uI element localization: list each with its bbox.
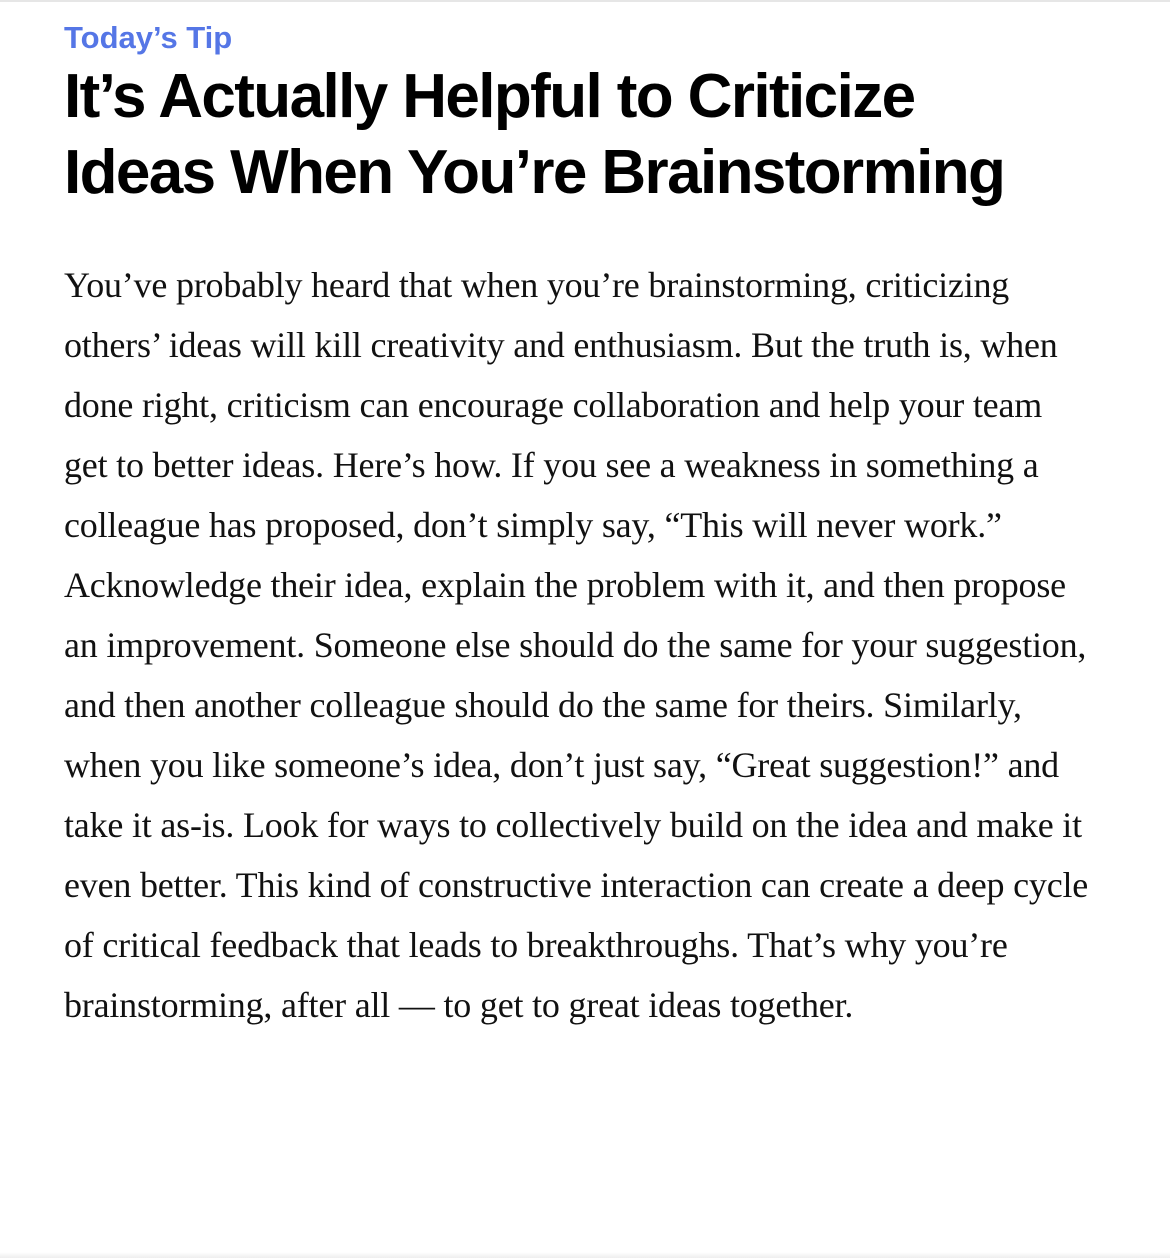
tip-eyebrow-label: Today’s Tip (64, 20, 233, 55)
bottom-divider (0, 1252, 1170, 1258)
tip-body: You’ve probably heard that when you’re brainstorming, criticizing others’ ideas will kill creativity and enthusiasm. But the truth is, when done right, criticism can encourage collaboration and help your team get to better ideas. Here’s how. If you see a weakness in something a colleague has proposed, don’t simply say, “This will never work.” Acknowledge their idea, explain the problem with it, and then propose an improvement. Someone else should do the same for your suggestion, and then another colleague should do the same for theirs. Similarly, when you like someone’s idea, don’t just say, “Great suggestion!” and take it as-is. Look for ways to collectively build on the idea and make it even better. This kind of constructive interaction can create a deep cycle of critical feedback that leads to breakthroughs. That’s why you’re brainstorming, after all — to get to great ideas together. (64, 265, 1089, 1025)
tip-card (64, 18, 1094, 1035)
tip-title: It’s Actually Helpful to Criticize Ideas When You’re Brainstorming (64, 62, 1005, 207)
